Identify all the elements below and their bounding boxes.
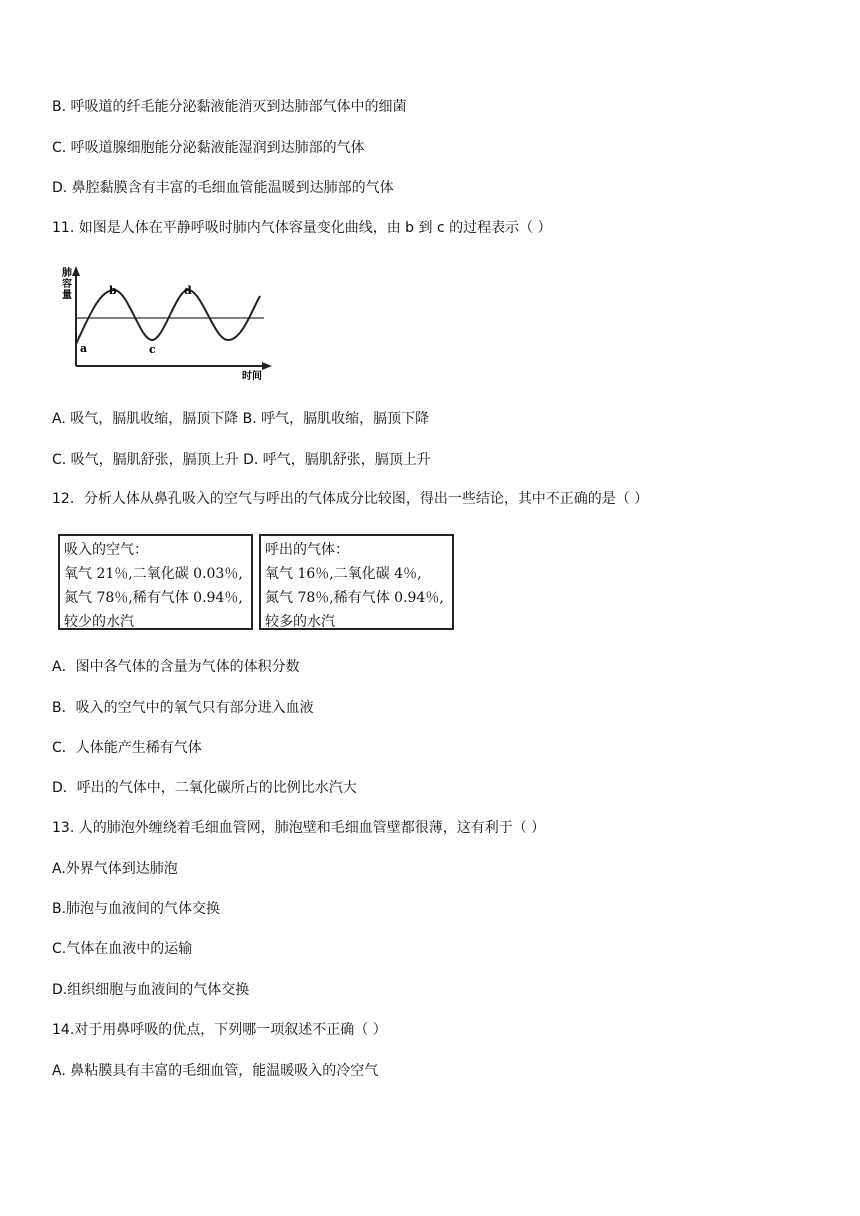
inhaled-line-4: 较少的水汽 <box>64 614 134 630</box>
y-axis-arrow <box>72 266 80 276</box>
q12-option-c: C．人体能产生稀有气体 <box>52 740 202 756</box>
exhaled-line-2: 氧气 16％,二氧化碳 4％, <box>265 566 422 582</box>
q12-option-d: D．呼出的气体中，二氧化碳所占的比例比水汽大 <box>52 780 357 796</box>
inhaled-line-3: 氮气 78％,稀有气体 0.94％, <box>64 590 243 606</box>
point-label-b: b <box>109 284 117 297</box>
volume-curve <box>76 290 260 344</box>
q10-option-d: D. 鼻腔黏膜含有丰富的毛细血管能温暖到达肺部的气体 <box>52 180 394 196</box>
inhaled-air-box <box>58 534 253 630</box>
exhaled-line-1: 呼出的气体： <box>265 542 349 558</box>
q12-option-a: A．图中各气体的含量为气体的体积分数 <box>52 659 300 675</box>
q13-option-c: C.气体在血液中的运输 <box>52 941 193 957</box>
ylabel-char-1: 肺 <box>62 268 72 279</box>
q14-stem: 14.对于用鼻呼吸的优点，下列哪一项叙述不正确（ ） <box>52 1022 387 1038</box>
x-axis-arrow <box>262 362 272 370</box>
lung-volume-graph <box>56 262 282 386</box>
q11-stem: 11. 如图是人体在平静呼吸时肺内气体容量变化曲线，由 b 到 c 的过程表示（ ） <box>52 220 552 236</box>
exhaled-air-box <box>259 534 454 630</box>
exhaled-line-4: 较多的水汽 <box>265 614 335 630</box>
q13-option-b: B.肺泡与血液间的气体交换 <box>52 901 221 917</box>
xlabel: 时间 <box>242 371 262 382</box>
ylabel-char-2: 容 <box>62 279 72 290</box>
inhaled-line-2: 氧气 21％,二氧化碳 0.03％, <box>64 566 243 582</box>
point-label-d: d <box>184 284 192 297</box>
q10-option-c: C. 呼吸道腺细胞能分泌黏液能湿润到达肺部的气体 <box>52 140 365 156</box>
q11-options-ab: A. 吸气，膈肌收缩，膈顶下降 B. 呼气，膈肌收缩，膈顶下降 <box>52 411 430 427</box>
inhaled-line-1: 吸入的空气： <box>64 542 148 558</box>
exhaled-line-3: 氮气 78％,稀有气体 0.94％, <box>265 590 444 606</box>
ylabel-char-3: 量 <box>62 290 72 301</box>
q12-stem: 12．分析人体从鼻孔吸入的空气与呼出的气体成分比较图，得出一些结论，其中不正确的是（ ） <box>52 491 649 507</box>
q13-option-a: A.外界气体到达肺泡 <box>52 861 178 877</box>
q13-stem: 13. 人的肺泡外缠绕着毛细血管网，肺泡壁和毛细血管壁都很薄，这有利于（ ） <box>52 820 546 836</box>
q13-option-d: D.组织细胞与血液间的气体交换 <box>52 982 250 998</box>
point-label-c: c <box>149 343 156 356</box>
point-label-a: a <box>80 342 88 355</box>
q14-option-a: A. 鼻粘膜具有丰富的毛细血管，能温暖吸入的冷空气 <box>52 1063 379 1079</box>
q11-options-cd: C. 吸气，膈肌舒张，膈顶上升 D. 呼气，膈肌舒张，膈顶上升 <box>52 452 431 468</box>
q10-option-b: B. 呼吸道的纤毛能分泌黏液能消灭到达肺部气体中的细菌 <box>52 99 407 115</box>
q12-option-b: B．吸入的空气中的氧气只有部分进入血液 <box>52 700 314 716</box>
